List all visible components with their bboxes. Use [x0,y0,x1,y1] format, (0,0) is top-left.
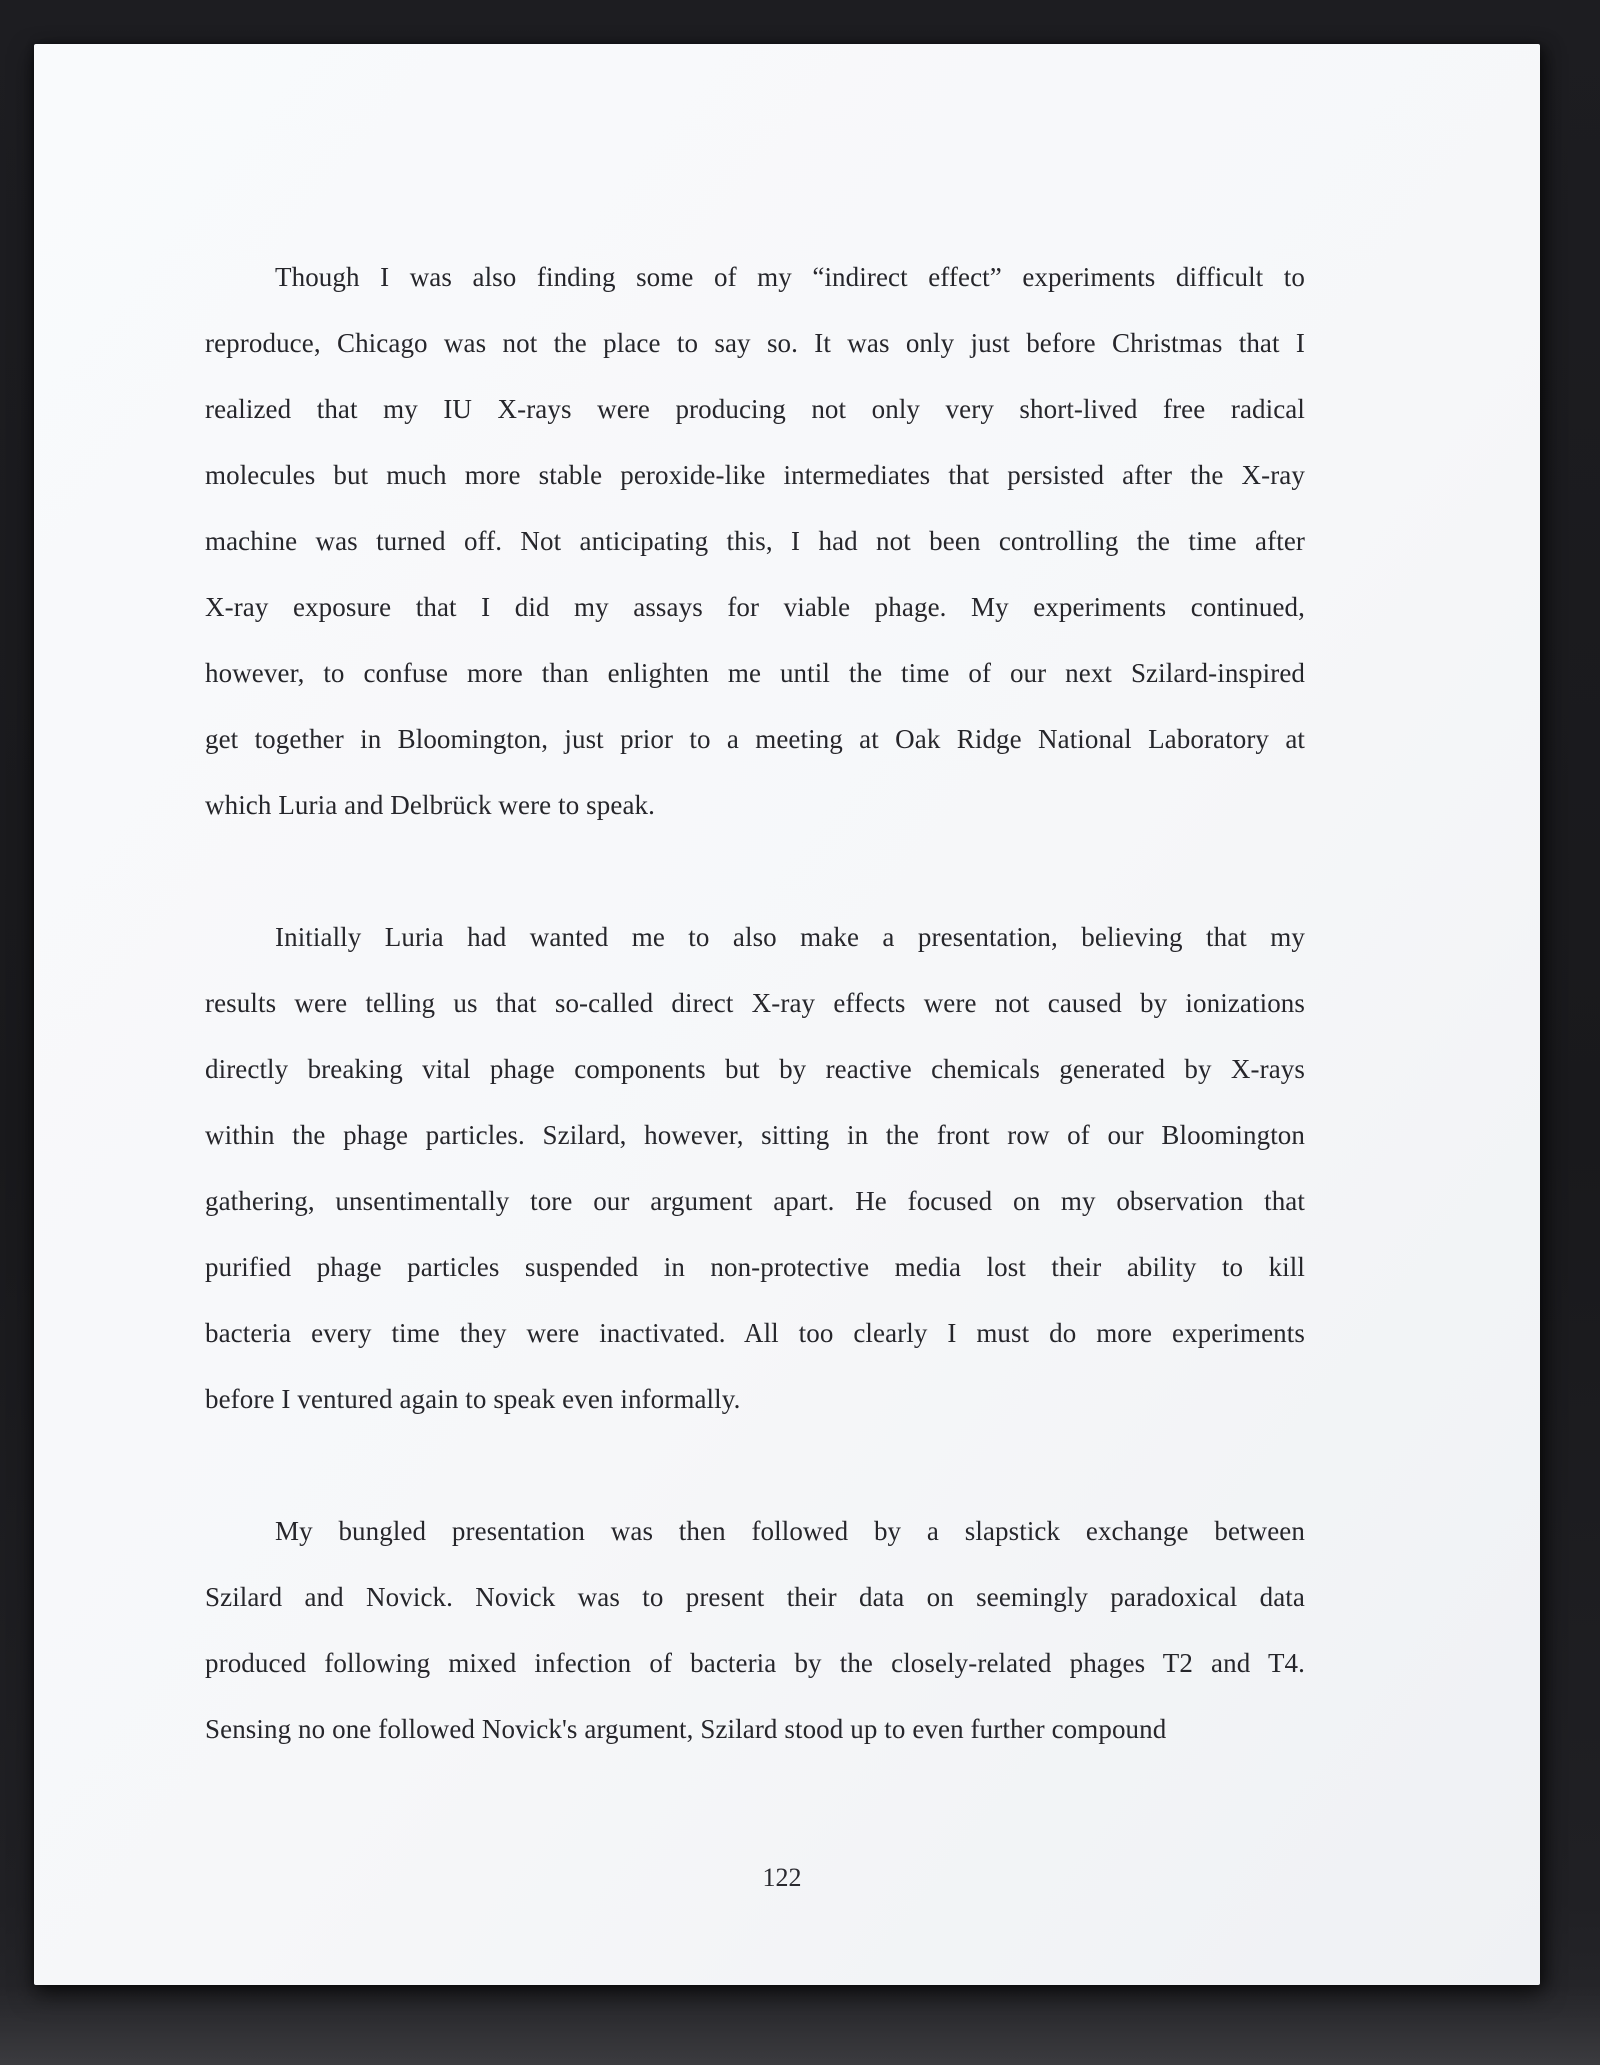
text-line: directly breaking vital phage components but by reactive chemicals generated by X-rays [205,1054,1305,1084]
text-line: get together in Bloomington, just prior to a meeting at Oak Ridge National Laboratory at [205,724,1305,754]
text-line: machine was turned off. Not anticipating this, I had not been controlling the time after [205,526,1305,556]
text-line: purified phage particles suspended in non-protective media lost their ability to kill [205,1252,1305,1282]
table-surface-highlight [0,1985,1600,2065]
text-line: before I ventured again to speak even informally. [205,1384,741,1414]
paragraph [205,1498,1305,1762]
text-line: Though I was also finding some of my “indirect effect” experiments difficult to [275,262,1305,292]
paragraph [205,904,1305,1432]
text-line: reproduce, Chicago was not the place to say so. It was only just before Christmas that I [205,328,1305,358]
text-line: X-ray exposure that I did my assays for viable phage. My experiments continued, [205,592,1305,622]
text-line: Szilard and Novick. Novick was to present their data on seemingly paradoxical data [205,1582,1305,1612]
page-number: 122 [762,1863,802,1892]
text-line: within the phage particles. Szilard, however, sitting in the front row of our Bloomington [205,1120,1305,1150]
text-line: bacteria every time they were inactivated. All too clearly I must do more experiments [205,1318,1305,1348]
text-line: results were telling us that so-called direct X-ray effects were not caused by ionizations [205,988,1305,1018]
text-line: however, to confuse more than enlighten me until the time of our next Szilard-inspired [205,658,1305,688]
text-line: gathering, unsentimentally tore our argument apart. He focused on my observation that [205,1186,1305,1216]
text-line: molecules but much more stable peroxide-like intermediates that persisted after the X-ray [205,460,1305,490]
document-page [34,44,1540,1985]
page-text [205,244,1305,1828]
text-line: Initially Luria had wanted me to also make a presentation, believing that my [275,922,1305,952]
text-line: My bungled presentation was then followed by a slapstick exchange between [275,1516,1305,1546]
text-line: produced following mixed infection of bacteria by the closely-related phages T2 and T4. [205,1648,1305,1678]
text-line: Sensing no one followed Novick's argument, Szilard stood up to even further compound [205,1714,1167,1744]
text-line: realized that my IU X-rays were producing not only very short-lived free radical [205,394,1305,424]
text-line: which Luria and Delbrück were to speak. [205,790,655,820]
paragraph [205,244,1305,838]
